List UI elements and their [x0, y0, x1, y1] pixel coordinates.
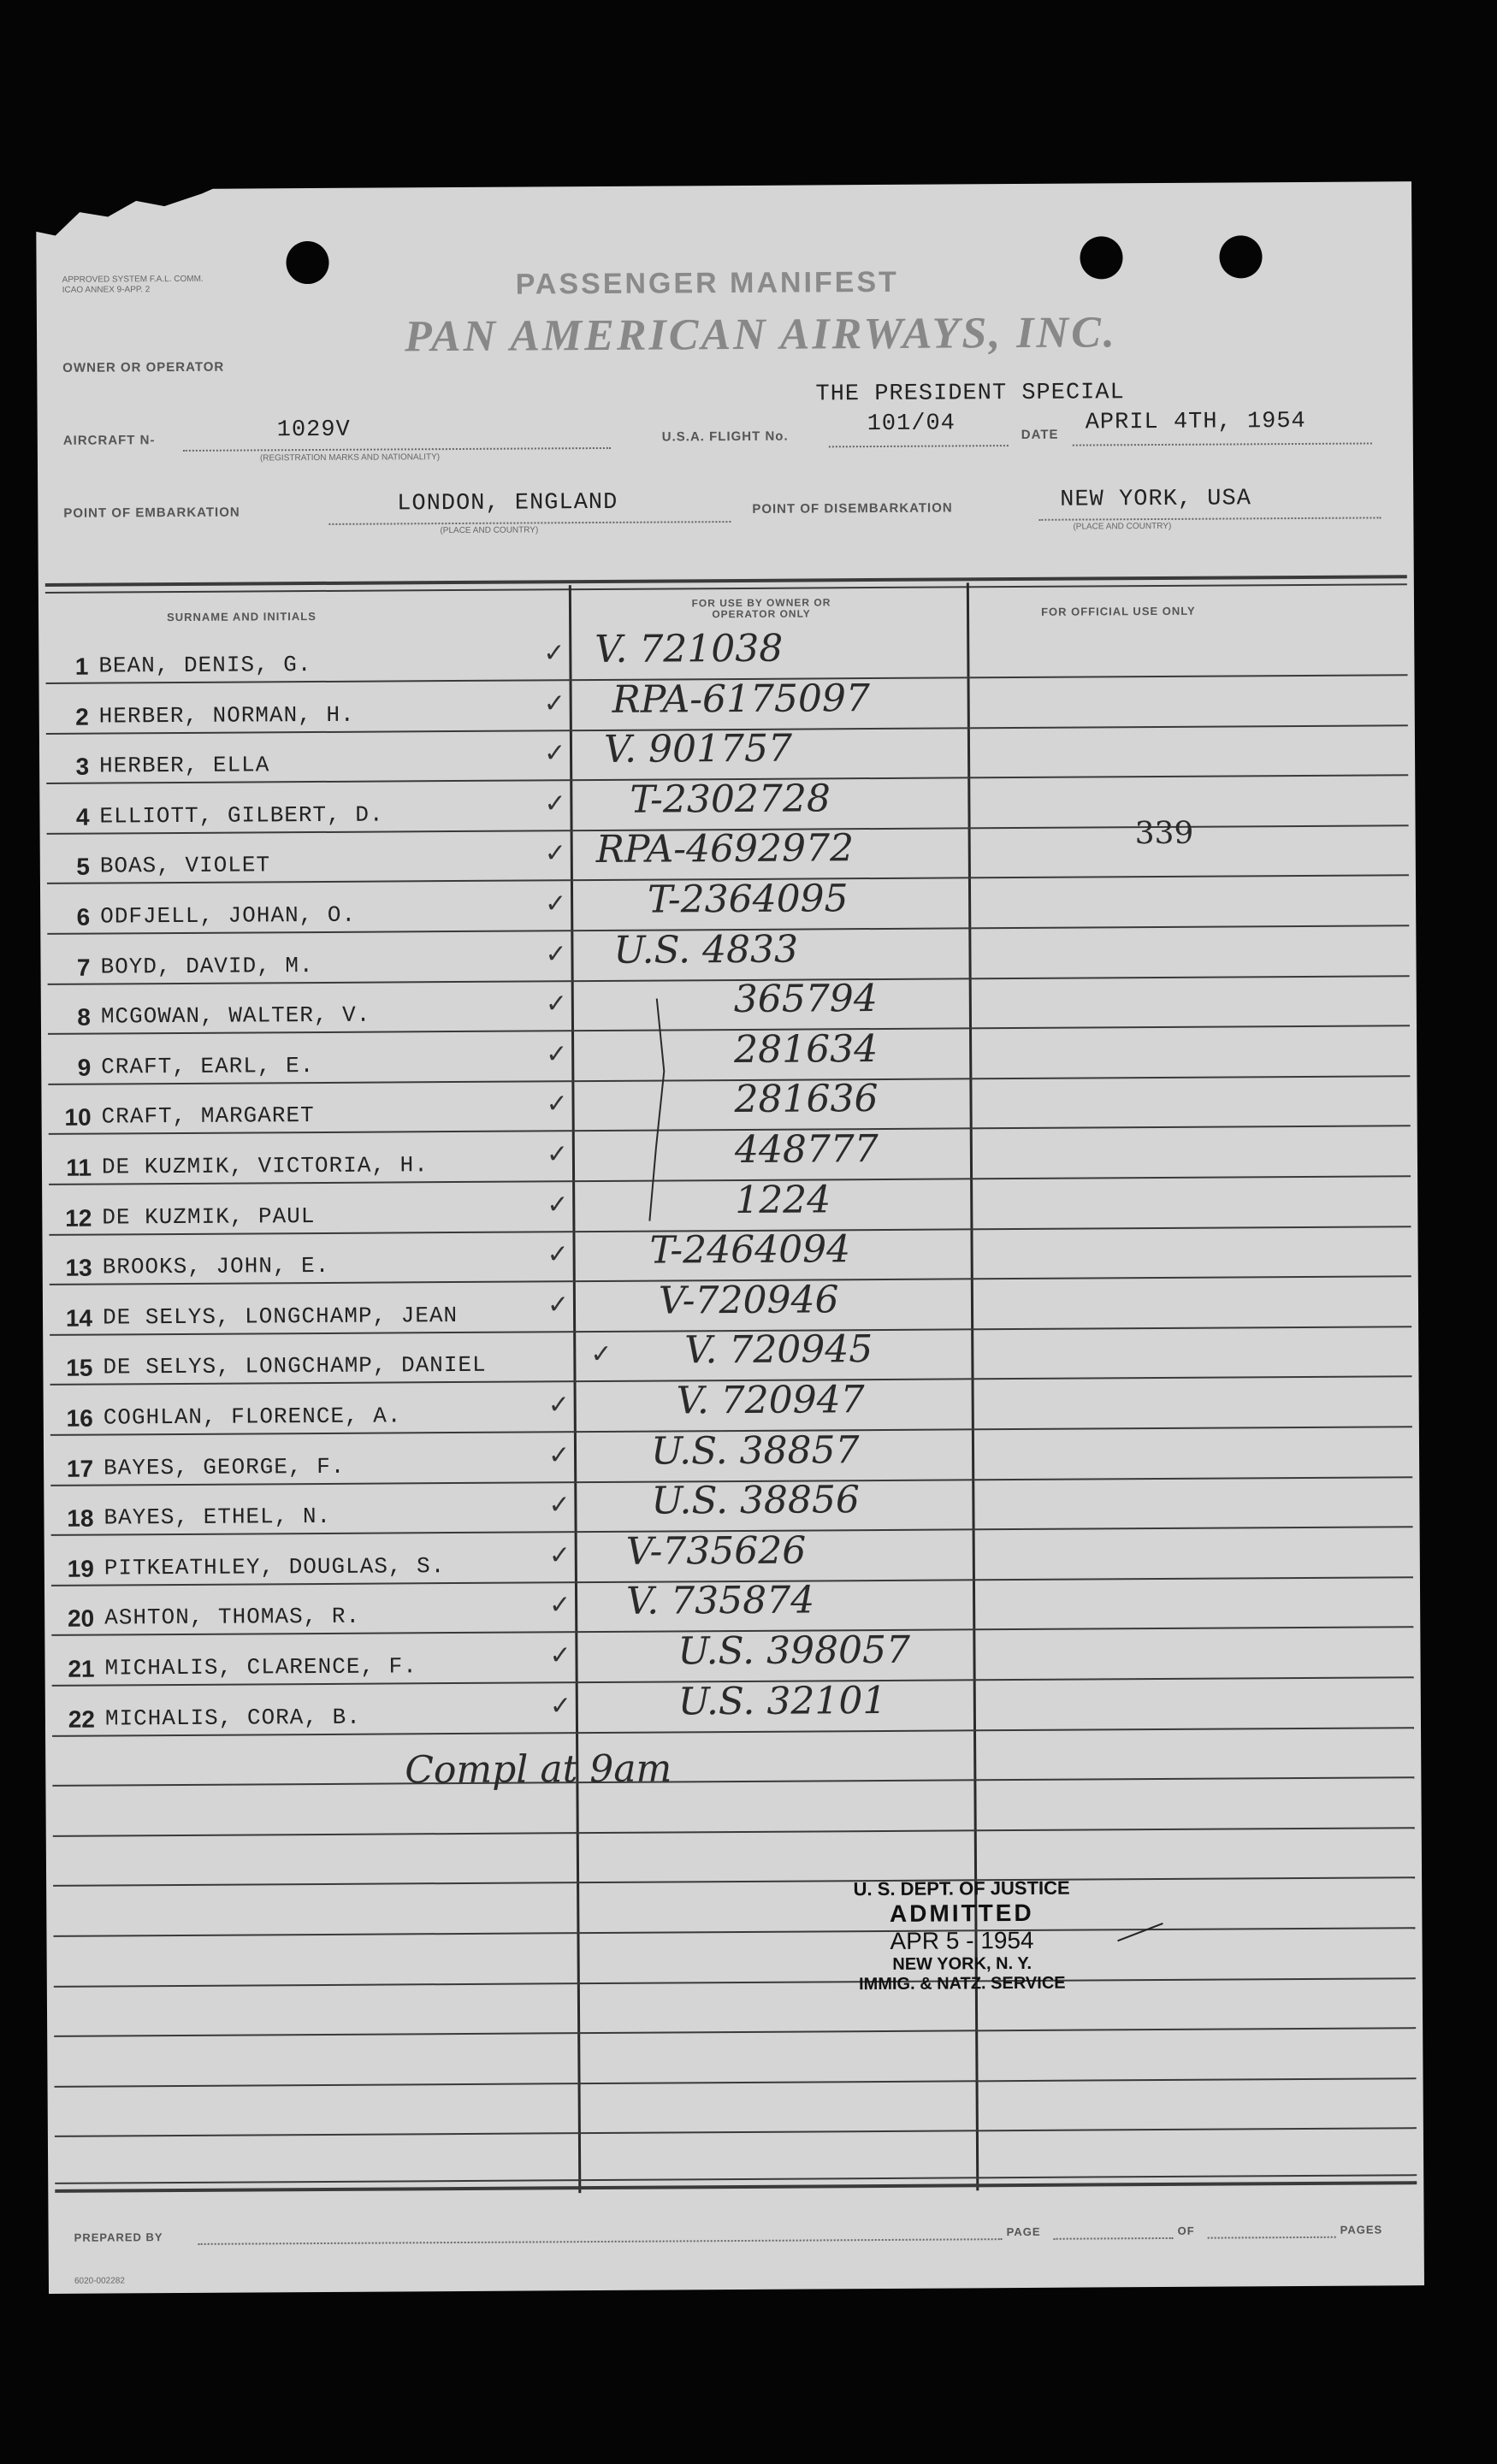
passenger-number: 6 [76, 903, 91, 931]
check-mark-icon: ✓ [543, 688, 565, 718]
document-number: V. 720947 [676, 1378, 865, 1423]
document-number: V. 720945 [684, 1327, 873, 1373]
flight-label: U.S.A. FLIGHT No. [661, 428, 789, 445]
check-mark-icon: ✓ [546, 1139, 569, 1170]
document-number: V. 735874 [625, 1578, 815, 1624]
document-number: RPA-6175097 [612, 676, 871, 722]
check-mark-icon: ✓ [543, 738, 566, 769]
passenger-name: ASHTON, THOMAS, R. [104, 1604, 361, 1631]
stamp-city: NEW YORK, N. Y. [892, 1953, 1033, 1974]
form-title: PASSENGER MANIFEST [515, 265, 899, 301]
document-number: 365794 [733, 977, 878, 1022]
row-rule [54, 2027, 1416, 2037]
owner-label: OWNER OR OPERATOR [62, 359, 225, 375]
passenger-name: MICHALIS, CORA, B. [104, 1704, 361, 1732]
document-number: V. 721038 [595, 626, 784, 672]
passenger-name: ODFJELL, JOHAN, O. [100, 901, 357, 930]
disembark-label: POINT OF DISEMBARKATION [752, 500, 953, 517]
closing-note: Compl at 9am [405, 1746, 672, 1793]
check-mark-icon: ✓ [549, 1690, 572, 1721]
passenger-number: 5 [76, 854, 90, 881]
manifest-sheet [36, 181, 1424, 2294]
passenger-name: CRAFT, EARL, E. [101, 1052, 315, 1080]
passenger-name: CRAFT, MARGARET [101, 1102, 315, 1130]
of-line [1208, 2237, 1336, 2239]
row-rule [53, 1827, 1415, 1837]
check-mark-icon: ✓ [545, 938, 567, 969]
passenger-name: HERBER, ELLA [99, 752, 270, 779]
passenger-number: 8 [77, 1003, 92, 1031]
passenger-number: 12 [65, 1204, 92, 1232]
passenger-number: 4 [75, 803, 90, 830]
document-number: U.S. 4833 [613, 927, 799, 972]
check-mark-icon: ✓ [545, 989, 568, 1019]
date-line [1073, 442, 1372, 446]
check-mark-icon: ✓ [590, 1339, 612, 1370]
page-label: PAGE [1006, 2225, 1041, 2239]
document-number: V. 901757 [603, 726, 793, 772]
stamp-check-mark [1115, 1919, 1167, 1945]
passenger-name: BOYD, DAVID, M. [100, 952, 314, 980]
page-line [1054, 2237, 1174, 2240]
date-label: DATE [1021, 427, 1059, 442]
passenger-name: BAYES, GEORGE, F. [104, 1453, 346, 1481]
passenger-number: 11 [66, 1154, 92, 1181]
aircraft-sub: (REGISTRATION MARKS AND NATIONALITY) [259, 452, 441, 464]
document-number: RPA-4692972 [595, 826, 855, 872]
passenger-number: 1 [74, 653, 89, 680]
col-header-official: FOR OFFICIAL USE ONLY [1040, 604, 1196, 618]
punch-hole [1219, 235, 1262, 278]
passenger-name: BROOKS, JOHN, E. [102, 1253, 330, 1280]
document-number: T-2364095 [647, 877, 849, 922]
passenger-number: 17 [66, 1455, 94, 1482]
company-name: PAN AMERICAN AIRWAYS, INC. [404, 308, 1117, 362]
passenger-name: MCGOWAN, WALTER, V. [100, 1002, 371, 1030]
check-mark-icon: ✓ [543, 638, 565, 669]
passenger-number: 16 [66, 1404, 93, 1432]
row-rule [54, 1977, 1416, 1988]
row-rule [52, 1776, 1414, 1787]
check-mark-icon: ✓ [547, 1239, 569, 1270]
stamp-date: APR 5 - 1954 [890, 1926, 1034, 1954]
approval-text: APPROVED SYSTEM F.A.L. COMM. ICAO ANNEX 9-APP. 2 [62, 274, 204, 295]
form-code: 6020-002282 [74, 2276, 125, 2286]
stamp-dept: U. S. DEPT. OF JUSTICE [853, 1876, 1070, 1900]
punch-hole [286, 241, 328, 284]
row-rule [53, 1927, 1415, 1937]
document-number: U.S. 32101 [677, 1678, 887, 1724]
document-number: V-720946 [658, 1278, 839, 1323]
pages-label: PAGES [1340, 2223, 1383, 2237]
passenger-name: BEAN, DENIS, G. [98, 652, 312, 679]
embark-label: POINT OF EMBARKATION [63, 505, 240, 521]
check-mark-icon: ✓ [549, 1590, 571, 1621]
passenger-number: 2 [75, 703, 89, 730]
flight-value: 101/04 [867, 411, 956, 438]
stamp-service: IMMIG. & NATZ. SERVICE [859, 1973, 1066, 1994]
check-mark-icon: ✓ [544, 789, 566, 819]
check-mark-icon: ✓ [547, 1189, 569, 1220]
date-value: APRIL 4TH, 1954 [1085, 408, 1306, 436]
document-number: V-735626 [625, 1528, 807, 1574]
document-number: U.S. 38857 [650, 1427, 860, 1474]
passenger-name: BOAS, VIOLET [99, 852, 271, 879]
check-mark-icon: ✓ [549, 1640, 571, 1671]
official-note: 339 [1134, 815, 1194, 852]
aircraft-value: 1029V [276, 417, 351, 444]
admitted-stamp [833, 1877, 1091, 1995]
punch-hole [1080, 236, 1122, 279]
passenger-name: DE KUZMIK, VICTORIA, H. [101, 1152, 429, 1180]
flight-line [829, 445, 1009, 447]
document-number: T-2302728 [630, 777, 831, 822]
passenger-number: 3 [75, 753, 90, 780]
passenger-number: 14 [65, 1304, 93, 1332]
passenger-number: 15 [66, 1355, 93, 1382]
check-mark-icon: ✓ [546, 1039, 568, 1070]
passenger-name: ELLIOTT, GILBERT, D. [99, 801, 384, 830]
passenger-name: DE SELYS, LONGCHAMP, DANIEL [103, 1352, 487, 1380]
passenger-name: DE KUZMIK, PAUL [102, 1202, 316, 1231]
passenger-number: 7 [76, 954, 91, 981]
prepared-label: PREPARED BY [74, 2231, 163, 2244]
passenger-number: 10 [64, 1104, 92, 1132]
check-mark-icon: ✓ [548, 1490, 571, 1521]
disembark-line [1038, 517, 1381, 520]
passenger-number: 21 [68, 1655, 95, 1682]
passenger-number: 13 [65, 1254, 92, 1281]
document-number: 1224 [735, 1177, 831, 1222]
check-mark-icon: ✓ [544, 838, 567, 869]
row-rule [55, 2077, 1417, 2088]
row-rule [55, 2128, 1417, 2138]
disembark-sub: (PLACE AND COUNTRY) [1073, 521, 1172, 532]
passenger-number: 9 [77, 1054, 92, 1081]
passenger-name: BAYES, ETHEL, N. [104, 1504, 332, 1531]
embark-line [328, 521, 731, 525]
stamp-admitted: ADMITTED [889, 1899, 1034, 1927]
torn-corner [33, 186, 221, 255]
check-mark-icon: ✓ [547, 1439, 571, 1470]
row-rule [53, 1877, 1415, 1888]
aircraft-line [183, 447, 611, 452]
col-header-surname: SURNAME AND INITIALS [167, 610, 317, 624]
document-number: T-2464094 [649, 1227, 851, 1273]
special-flight: THE PRESIDENT SPECIAL [815, 380, 1125, 408]
embark-value: LONDON, ENGLAND [397, 489, 618, 517]
document-number: 281636 [734, 1077, 879, 1122]
check-mark-icon: ✓ [547, 1390, 570, 1421]
ruled-lines [36, 181, 1411, 190]
check-mark-icon: ✓ [547, 1290, 570, 1321]
prepared-line [198, 2238, 1003, 2245]
check-mark-icon: ✓ [546, 1089, 568, 1120]
passenger-name: COGHLAN, FLORENCE, A. [103, 1403, 402, 1431]
check-mark-icon: ✓ [548, 1540, 571, 1571]
document-number: 281634 [734, 1026, 879, 1072]
passenger-number: 22 [68, 1705, 96, 1733]
document-number: 448777 [734, 1127, 879, 1173]
bracket-line [640, 994, 676, 1225]
passenger-number: 20 [67, 1605, 95, 1633]
passenger-number: 18 [67, 1504, 94, 1532]
passenger-name: HERBER, NORMAN, H. [98, 701, 355, 730]
embark-sub: (PLACE AND COUNTRY) [440, 525, 539, 536]
column-divider [569, 585, 581, 2193]
passenger-name: MICHALIS, CLARENCE, F. [104, 1653, 417, 1681]
document-number: U.S. 38856 [651, 1478, 861, 1523]
check-mark-icon: ✓ [545, 889, 567, 919]
col-header-owner: FOR USE BY OWNER OR OPERATOR ONLY [691, 596, 831, 621]
passenger-name: DE SELYS, LONGCHAMP, JEAN [102, 1302, 459, 1331]
disembark-value: NEW YORK, USA [1060, 486, 1251, 513]
of-label: OF [1177, 2224, 1195, 2237]
aircraft-label: AIRCRAFT N- [62, 433, 156, 448]
passenger-number: 19 [67, 1555, 94, 1582]
document-number: U.S. 398057 [677, 1628, 911, 1674]
passenger-name: PITKEATHLEY, DOUGLAS, S. [104, 1552, 446, 1581]
